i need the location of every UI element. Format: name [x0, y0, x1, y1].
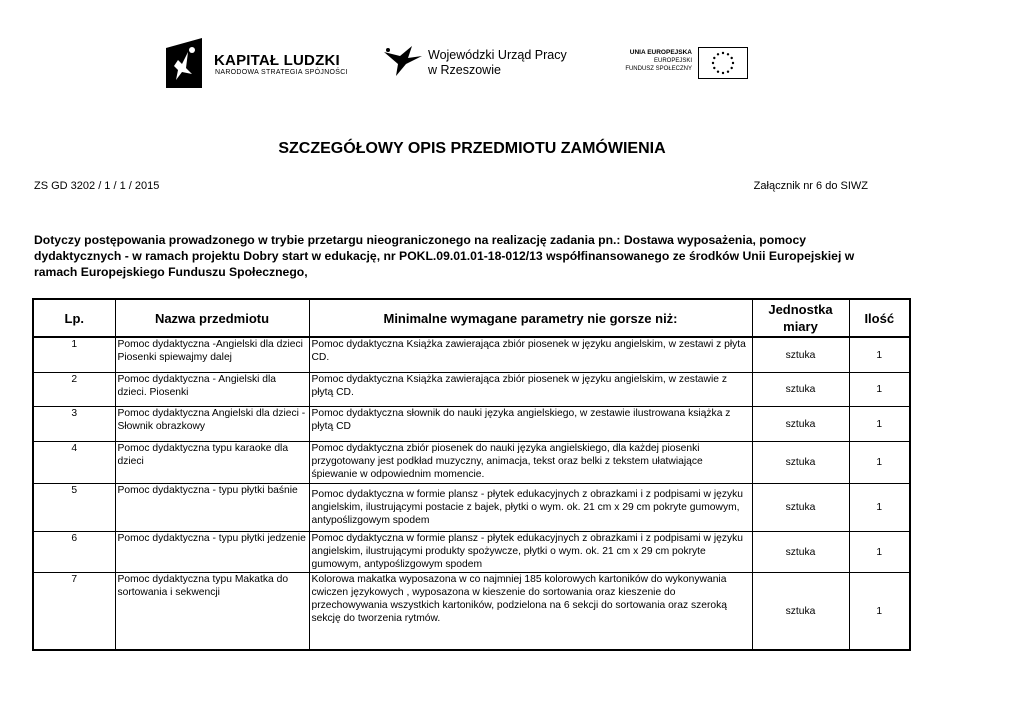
table-row	[33, 442, 910, 484]
cell-unit: sztuka	[752, 337, 849, 373]
cell-name: Pomoc dydaktyczna -Angielski dla dzieci Piosenki spiewajmy dalej	[115, 337, 309, 373]
document-title: SZCZEGÓŁOWY OPIS PRZEDMIOTU ZAMÓWIENIA	[278, 140, 666, 157]
table-row	[33, 407, 910, 442]
cell-qty: 1	[849, 407, 910, 442]
table-row	[33, 484, 910, 532]
cell-qty: 1	[849, 337, 910, 373]
eu-fund-label-2: FUNDUSZ SPOŁECZNY	[625, 66, 692, 72]
wup-logo	[382, 38, 582, 82]
kapital-ludzki-emblem-icon	[164, 38, 204, 88]
kapital-ludzki-subtitle: NARODOWA STRATEGIA SPÓJNOŚCI	[215, 69, 348, 76]
header-lp: Lp.	[33, 299, 115, 337]
cell-params: Pomoc dydaktyczna w formie plansz - płytek edukacyjnych z obrazkami i z podpisami w języku angielskim, ilustrującymi produkty spożywcze, płytki o wym. ok. 21 cm x 29 cm pokryte gumowym, antypoślizgowym spodem	[309, 532, 752, 573]
cell-params: Pomoc dydaktyczna zbiór piosenek do nauki języka angielskiego, dla każdej piosenki przygotowany jest podkład muzyczny, animacja, tekst oraz belki z tekstem ułatwiające śpiewanie w odpowiednim momencie.	[309, 442, 752, 484]
cell-qty: 1	[849, 484, 910, 532]
intro-paragraph: Dotyczy postępowania prowadzonego w trybie przetargu nieograniczonego na realizację zadania pn.: Dostawa wyposażenia, pomocy dydaktycznych - w ramach projektu Dobry start w edukację, nr POKL.09.01.01-18-012/13 współfinansowanego ze środków Unii Europejskiej w ramach Europejskiego Funduszu Społecznego,	[34, 233, 855, 279]
cell-qty: 1	[849, 532, 910, 573]
table-row	[33, 532, 910, 573]
cell-lp: 4	[33, 442, 115, 484]
header-name: Nazwa przedmiotu	[115, 299, 309, 337]
eu-fund-label-1: EUROPEJSKI	[653, 58, 692, 64]
attachment-label: Załącznik nr 6 do SIWZ	[753, 180, 868, 192]
header-qty: Ilość	[849, 299, 910, 337]
table-row	[33, 337, 910, 373]
cell-name: Pomoc dydaktyczna - Angielski dla dzieci. Piosenki	[115, 373, 309, 407]
cell-name: Pomoc dydaktyczna - typu płytki baśnie	[115, 484, 309, 532]
cell-name: Pomoc dydaktyczna - typu płytki jedzenie	[115, 532, 309, 573]
cell-unit: sztuka	[752, 532, 849, 573]
wup-name-line2: w Rzeszowie	[428, 63, 501, 77]
cell-name: Pomoc dydaktyczna typu karaoke dla dzieci	[115, 442, 309, 484]
kapital-ludzki-logo	[164, 38, 354, 90]
cell-name: Pomoc dydaktyczna typu Makatka do sortowania i sekwencji	[115, 573, 309, 651]
cell-params: Pomoc dydaktyczna w formie plansz - płytek edukacyjnych z obrazkami i z podpisami w języku angielskim, ilustrującymi postacie z bajek, płytki o wym. ok. 21 cm x 29 cm pokryte gumowym, antypoślizgowym spodem	[309, 484, 752, 532]
cell-qty: 1	[849, 442, 910, 484]
cell-qty: 1	[849, 573, 910, 651]
cell-params: Kolorowa makatka wyposazona w co najmniej 185 kolorowych kartoników do wykonywania cwiczen językowych , wyposazona w kieszenie do sortowania oraz kieszenie do przechowywania wszystkich kartoników, podzielona na 6 sekcji do sortowania oraz szeroką sekcję do tworzenia rytmów.	[309, 573, 752, 651]
cell-lp: 1	[33, 337, 115, 373]
table-header-row	[33, 299, 910, 337]
header-params: Minimalne wymagane parametry nie gorsze niż:	[309, 299, 752, 337]
header-unit: Jednostka miary	[752, 299, 849, 337]
header-logos	[0, 38, 1024, 90]
eu-text	[625, 49, 692, 73]
kapital-ludzki-title: KAPITAŁ LUDZKI	[214, 52, 340, 69]
cell-unit: sztuka	[752, 373, 849, 407]
cell-params: Pomoc dydaktyczna Książka zawierająca zbiór piosenek w języku angielskim, w zestawie z płytą CD.	[309, 373, 752, 407]
specification-table	[32, 298, 911, 651]
eu-union-label: UNIA EUROPEJSKA	[629, 49, 692, 56]
cell-unit: sztuka	[752, 484, 849, 532]
cell-lp: 7	[33, 573, 115, 651]
cell-lp: 5	[33, 484, 115, 532]
cell-unit: sztuka	[752, 442, 849, 484]
cell-unit: sztuka	[752, 407, 849, 442]
cell-qty: 1	[849, 373, 910, 407]
eu-logo	[608, 47, 748, 83]
eu-flag-icon	[698, 47, 748, 79]
cell-params: Pomoc dydaktyczna Książka zawierająca zbiór piosenek w języku angielskim, w zestawi z płyta CD.	[309, 337, 752, 373]
cell-lp: 6	[33, 532, 115, 573]
cell-name: Pomoc dydaktyczna Angielski dla dzieci - Słownik obrazkowy	[115, 407, 309, 442]
reference-number: ZS GD 3202 / 1 / 1 / 2015	[34, 180, 160, 192]
wup-bird-icon	[382, 42, 424, 78]
cell-params: Pomoc dydaktyczna słownik do nauki języka angielskiego, w zestawie ilustrowana książka z płytą CD	[309, 407, 752, 442]
cell-lp: 2	[33, 373, 115, 407]
table-row	[33, 573, 910, 651]
table-row	[33, 373, 910, 407]
cell-unit: sztuka	[752, 573, 849, 651]
wup-name-line1: Wojewódzki Urząd Pracy	[428, 48, 567, 62]
cell-lp: 3	[33, 407, 115, 442]
